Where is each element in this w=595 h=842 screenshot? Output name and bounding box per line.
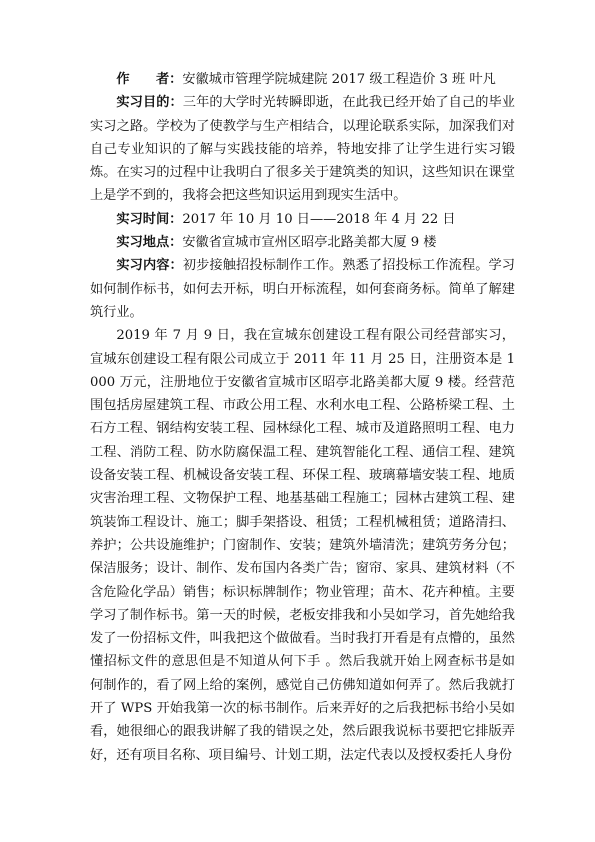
location-text: 安徽省宣城市宣州区昭亭北路美都大厦 9 楼 [182,235,437,251]
time-line [90,208,515,231]
document-page [90,68,515,767]
purpose-text: 三年的大学时光转瞬即逝，在此我已经开始了自己的毕业实习之路。学校为了使教学与生产相结合，以理论联系实际，加深我们对自己专业知识的了解与实践技能的培养，特地安排了让学生进行实习锻炼。在实习的过程中让我明白了很多关于建筑类的知识，这些知识在课堂上是学不到的，我将会把这些知识运用到现实生活中。 [90,95,515,204]
content-label: 实习内容： [116,258,183,274]
time-text: 2017 年 10 月 10 日——2018 年 4 月 22 日 [182,211,456,227]
author-line [90,68,515,91]
author-label: 作 者： [116,72,183,87]
purpose-label: 实习目的： [116,95,183,111]
body-paragraph: 2019 年 7 月 9 日，我在宣城东创建设工程有限公司经营部实习，宣城东创建设工程有限公司成立于 2011 年 11 月 25 日，注册资本是 1000 万元，注册地位于安徽省宣城市区昭亭北路美都大厦 9 楼。经营范围包括房屋建筑工程、市政公用工程、水利水电工程、公路桥梁工程、土石方工程、钢结构安装工程、园林绿化工程、城市及道路照明工程、电力工程、消防工程、防水防腐保温工程、建筑智能化工程、通信工程、建筑设备安装工程、机械设备安装工程、环保工程、玻璃幕墙安装工程、地质灾害治理工程、文物保护工程、地基基础工程施工；园林古建筑工程、建筑装饰工程设计、施工；脚手架搭设、租赁；工程机械租赁；道路清扫、养护；公共设施维护；门窗制作、安装；建筑外墙清洗；建筑劳务分包；保洁服务；设计、制作、发布国内各类广告；窗帘、家具、建筑材料（不含危险化学品）销售；标识标牌制作；物业管理；苗木、花卉种植。主要学习了制作标书。第一天的时候，老板安排我和小吴如学习，首先她给我发了一份招标文件，叫我把这个做做看。当时我打开看是有点懵的，虽然懂招标文件的意思但是不知道从何下手 。然后我就开始上网查标书是如何制作的，看了网上给的案例，感觉自己仿佛知道如何弄了。然后我就打开了 WPS 开始我第一次的标书制作。后来弄好的之后我把标书给小吴如看，她很细心的跟我讲解了我的错误之处，然后跟我说标书要把它排版弄好，还有项目名称、项目编号、计划工期，法定代表以及授权委托人身份 [90,328,515,763]
time-label: 实习时间： [116,211,183,227]
author-text: 安徽城市管理学院城建院 2017 级工程造价 3 班 叶凡 [182,72,496,87]
content-paragraph [90,254,515,324]
content-text: 初步接触招投标制作工作。熟悉了招投标工作流程。学习如何制作标书，如何去开标，明白开标流程，如何套商务标。简单了解建筑行业。 [90,258,515,320]
location-label: 实习地点： [116,235,183,251]
location-line [90,231,515,254]
purpose-paragraph [90,91,515,207]
